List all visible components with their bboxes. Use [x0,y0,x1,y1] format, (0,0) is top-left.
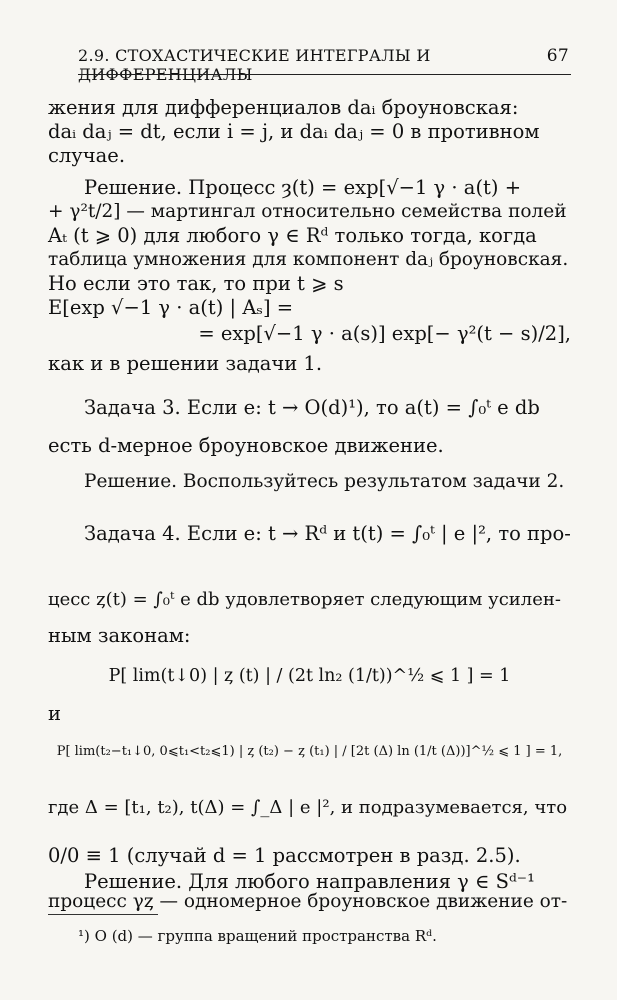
text-line: Но если это так, то при t ⩾ s [48,272,344,295]
text-line: где Δ = [t₁, t₂), t(Δ) = ∫_Δ | e |², и подразумевается, что [48,797,568,818]
header-title: 2.9. СТОХАСТИЧЕСКИЕ ИНТЕГРАЛЫ И ДИФФЕРЕНЦИАЛЫ [78,46,431,84]
header-rule [78,74,571,75]
text-line: случае. [48,144,126,167]
text-line: есть d-мерное броуновское движение. [48,434,444,457]
text-line: ным законам: [48,624,191,647]
text-line: daᵢ daⱼ = dt, если i = j, и daᵢ daⱼ = 0 в противном [48,120,540,143]
formula-line: = exp[√−1 γ · a(s)] exp[− γ²(t − s)/2], [198,322,571,345]
text-line: и [48,702,61,725]
formula-display: P[ lim(t₂−t₁↓0, 0⩽t₁<t₂⩽1) | ȥ (t₂) − ȥ (t₁) | / [2t (Δ) ln (1/t (Δ))]^½ ⩽ 1 ] = 1, [56,744,563,759]
text-line: 0/0 ≡ 1 (случай d = 1 рассмотрен в разд. 2.5). [48,844,521,867]
text-line: цесс ȥ(t) = ∫₀ᵗ e db удовлетворяет следующим усилен- [48,589,561,610]
text-line: процесс γȥ — одномерное броуновское движение от- [48,891,568,912]
solution-heading-line: Решение. Процесс ȝ(t) = exp[√−1 γ · a(t) + [84,176,522,199]
text-line: таблица умножения для компонент daⱼ броуновская. [48,249,569,270]
problem-3-line: Задача 3. Если e: t → O(d)¹), то a(t) = ∫₀ᵗ e db [84,396,540,419]
formula-display: P[ lim(t↓0) | ȥ (t) | / (2t ln₂ (1/t))^½ ⩽ 1 ] = 1 [108,666,511,686]
page-number: 67 [546,46,569,66]
text-line: как и в решении задачи 1. [48,352,323,375]
footnote-rule [48,914,158,915]
problem-4-line: Задача 4. Если e: t → Rᵈ и t(t) = ∫₀ᵗ | e |², то про- [84,522,571,545]
text-line: + γ²t/2] — мартингал относительно семейства полей [48,201,567,222]
footnote: ¹) O (d) — группа вращений пространства Rᵈ. [78,927,437,945]
formula-line: E[exp √−1 γ · a(t) | Aₛ] = [48,296,294,319]
text-line: жения для дифференциалов daᵢ броуновская: [48,96,519,119]
running-header [78,46,569,84]
text-line: Aₜ (t ⩾ 0) для любого γ ∈ Rᵈ только тогда, когда [48,224,537,247]
solution-line: Решение. Воспользуйтесь результатом задачи 2. [84,471,565,492]
solution-line: Решение. Для любого направления γ ∈ Sᵈ⁻¹ [84,870,535,893]
